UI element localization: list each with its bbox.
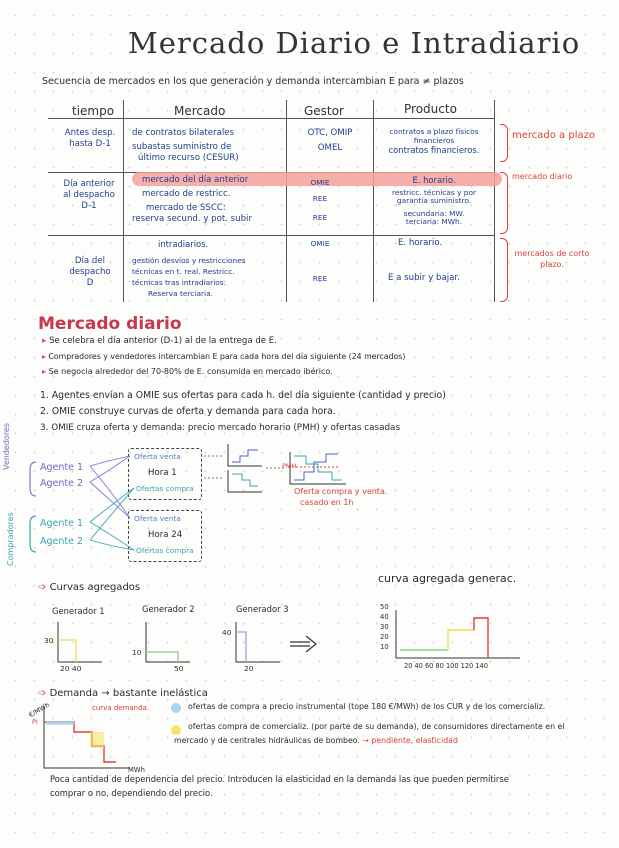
cell-text: OMIE [310, 239, 330, 248]
cell-text: terciaria: MWh. [405, 217, 463, 226]
row3-gestor [300, 238, 340, 284]
row2-tiempo [56, 179, 122, 212]
tick: 40 [380, 613, 389, 621]
list-item [42, 334, 405, 349]
side-mercado-corto [514, 248, 590, 270]
casado-note [294, 486, 387, 508]
gen3-curve [236, 632, 246, 662]
yellow-note: → pendiente, elasticidad [362, 736, 458, 745]
curves-svg [0, 610, 619, 680]
cell-text: casado en 1h [300, 498, 354, 507]
header-gestor: Gestor [304, 104, 344, 118]
table-col-divider [123, 100, 124, 302]
page-title: Mercado Diario e Intradiario [128, 26, 581, 60]
cell-text: hasta D-1 [69, 139, 111, 149]
gen2-y: 10 [132, 648, 142, 657]
cell-text: REE [312, 194, 328, 203]
footer-note [50, 772, 509, 800]
bullet-arrow-icon: ▸ [42, 336, 47, 346]
gen3-x: 20 [244, 664, 254, 673]
cell-text: contratos a plazo físicos [389, 127, 479, 136]
agg-step-2 [448, 630, 474, 650]
list-item [42, 349, 405, 364]
section-mercado-diario: Mercado diario [38, 314, 182, 334]
box2-ofertas-compra: Ofertas compra [136, 546, 194, 555]
demanda-heading-text: Demanda → bastante inelástica [49, 688, 208, 699]
buyer-brace [30, 516, 36, 552]
gen1-x1: 40 [72, 664, 82, 673]
gen1-y: 30 [44, 636, 54, 645]
row1-gestor [294, 128, 366, 154]
cell-text: gestión desvíos y restricciones [132, 256, 246, 265]
row2-gestor [300, 177, 340, 223]
mini-graph-casado [288, 452, 346, 484]
agg-y-ticks [380, 602, 389, 652]
blue-dot-icon [171, 703, 181, 713]
cell-text: comprar o no, dependiendo del precio. [50, 788, 213, 798]
gen2-axes [146, 622, 190, 662]
arrow-right-icon: ➩ [38, 582, 47, 593]
steps-list [40, 388, 446, 436]
cell-text: mercado de SSCC: [146, 203, 226, 213]
section-demanda [38, 688, 208, 699]
tick: 50 [380, 603, 389, 611]
curvas-heading-text: Curvas agregados [49, 582, 141, 593]
table-col-divider [494, 100, 495, 302]
pi-label: PI [32, 718, 38, 726]
bullet-arrow-icon: ▸ [42, 352, 46, 361]
header-tiempo: tiempo [72, 104, 115, 118]
gen1-axes [58, 622, 102, 662]
header-mercado: Mercado [174, 104, 226, 118]
demand-axes [44, 706, 130, 768]
gen1-x0: 20 [60, 664, 70, 673]
agg-step-3 [474, 618, 488, 658]
cell-text: mercado de restricc. [142, 189, 231, 199]
header-producto: Producto [404, 102, 457, 116]
bullet-text: Se negocia alrededor del 70-80% de E. consumida en mercado ibérico. [48, 367, 333, 376]
cell-text: E. horario. [398, 238, 443, 248]
box2-oferta-venta: Oferta venta [134, 514, 181, 523]
vendor-agent-1: Agente 1 [40, 462, 84, 473]
cell-text: financieros [413, 136, 455, 145]
vendor-links [90, 456, 130, 518]
section-curvas [38, 582, 140, 593]
blue-item: ofertas de compra a precio instrumental (tope 180 €/MWh) de los CUR y de los comercializ. [188, 702, 546, 711]
cell-text: subastas suministro de [132, 142, 232, 152]
cell-text: ofertas compra de comercializ. (por parte de su demanda), de consumidores directamente en el [188, 722, 565, 731]
cell-text: mercado del día anterior [142, 175, 249, 185]
box2-hora: Hora 24 [148, 530, 183, 540]
tick: 10 [380, 643, 389, 651]
cell-text: OMIE [310, 178, 330, 187]
demand-graph [27, 700, 150, 774]
demand-curve [44, 722, 116, 762]
cell-text: reserva secund. y pot. subir [132, 214, 252, 224]
subtitle: Secuencia de mercados en los que generación y demanda intercambian E para ≠ plazos [42, 76, 464, 87]
curva-demanda-label: curva demanda. [92, 704, 150, 712]
cell-text: técnicas tras intradiarios. [132, 278, 226, 287]
cell-text: secundaria: MW. [403, 209, 465, 218]
box1-hora: Hora 1 [148, 468, 177, 478]
inelastic-zone [46, 721, 74, 725]
cell-text: al despacho [63, 190, 115, 200]
cell-text: de contratos bilaterales [132, 128, 235, 138]
demand-x-label: MWh [128, 766, 145, 774]
cell-text: garantía suministro. [396, 196, 472, 205]
gen2-x: 50 [174, 664, 184, 673]
cell-text: despacho [69, 267, 111, 277]
cell-text: D [86, 278, 94, 288]
bracket-corto [500, 238, 508, 302]
row1-mercado [132, 128, 239, 164]
table-row-divider [48, 235, 494, 236]
tick: 30 [380, 623, 389, 631]
vendor-brace [30, 462, 36, 496]
list-item: 2. OMIE construye curvas de oferta y demanda para cada hora. [40, 406, 336, 417]
cell-text: contratos financieros. [388, 145, 480, 155]
cell-text: restricc. técnicas y por [391, 188, 477, 197]
agregada-title: curva agregada generac. [378, 572, 517, 585]
cell-text: Día anterior [63, 179, 115, 189]
vendor-agent-2: Agente 2 [40, 478, 84, 489]
buyer-agent-2: Agente 2 [40, 536, 84, 547]
side-mercado-plazo: mercado a plazo [512, 130, 595, 141]
row3-tiempo [58, 256, 122, 289]
gen2-curve [146, 652, 178, 662]
cell-text: Antes desp. [64, 128, 116, 138]
yellow-item [174, 720, 565, 748]
row1-tiempo [58, 128, 122, 150]
pmh-label: PMH [282, 462, 297, 470]
gen2-label: Generador 2 [142, 604, 195, 614]
bullet-list [42, 334, 405, 379]
list-item: 1. Agentes envían a OMIE sus ofertas para cada h. del día siguiente (cantidad y precio) [40, 390, 446, 401]
cell-text: OTC, OMIP [307, 128, 353, 138]
row3-producto [388, 238, 494, 284]
bullet-text: Compradores y vendedores intercambian E para cada hora del día siguiente (24 mercados) [48, 352, 406, 361]
mini-graph-venta [228, 444, 262, 466]
gen3-y: 40 [222, 628, 232, 637]
cell-text: REE [312, 213, 328, 222]
cell-text: Oferta compra y venta. [294, 487, 388, 496]
list-item: 3. OMIE cruza oferta y demanda: precio mercado horario (PMH) y ofertas casadas [40, 423, 401, 433]
cell-text: mercados de corto [514, 249, 590, 258]
cell-text: plazo. [540, 260, 564, 269]
cell-text: último recurso (CESUR) [138, 153, 239, 163]
cell-text: REE [312, 274, 328, 283]
cell-text: intradiarios. [158, 239, 209, 249]
row3-mercado [132, 239, 246, 299]
cell-text: Día del [74, 256, 106, 266]
row1-producto [378, 126, 490, 156]
implies-arrow [290, 636, 316, 652]
cell-text: E a subir y bajar. [388, 273, 460, 283]
arrow-right-icon: ➩ [38, 688, 47, 699]
list-item [42, 364, 405, 379]
cell-text: Reserva terciaria. [148, 289, 213, 298]
box1-oferta-venta: Oferta venta [134, 452, 181, 461]
tick: 20 [380, 633, 389, 641]
row2-mercado [132, 175, 252, 225]
label-compradores: Compradores [6, 512, 15, 566]
cell-text: D-1 [81, 201, 97, 211]
elastic-zone [90, 732, 104, 748]
gen3-label: Generador 3 [236, 604, 289, 614]
cell-text: OMEL [317, 143, 343, 153]
box1-ofertas-compra: Ofertas compra [136, 484, 194, 493]
bullet-text: Se celebra el día anterior (D-1) al de la entrega de E. [49, 336, 277, 346]
side-mercado-diario: mercado diario [512, 172, 573, 181]
label-vendedores: Vendedores [2, 422, 11, 470]
cell-text [174, 734, 564, 748]
row2-producto [378, 175, 490, 226]
bullet-arrow-icon: ▸ [42, 367, 47, 376]
cell-text: E. horario. [412, 175, 456, 185]
table-col-divider [373, 100, 374, 302]
gen1-label: Generador 1 [52, 606, 105, 616]
bracket-diario [500, 172, 508, 234]
table-header-line [48, 118, 494, 119]
cell-text: mercado y de centrales hidráulicas de bombeo. [174, 736, 360, 745]
buyer-links [90, 488, 134, 550]
agg-axes [396, 610, 520, 658]
demand-y-label: €/MWh [27, 700, 51, 720]
bracket-plazo [500, 124, 508, 162]
gen1-curve [58, 640, 76, 662]
mini-graph-compra [228, 470, 262, 492]
buyer-agent-1: Agente 1 [40, 518, 84, 529]
agg-x-ticks: 20 40 60 80 100 120 140 [404, 662, 488, 670]
cell-text: técnicas en t. real. Restricc. [132, 267, 235, 276]
cell-text: Poca cantidad de dependencia del precio. Introducen la elasticidad en la demanda las que pueden permitirse [50, 774, 509, 784]
gen3-axes [236, 622, 280, 662]
table-col-divider [286, 100, 287, 302]
